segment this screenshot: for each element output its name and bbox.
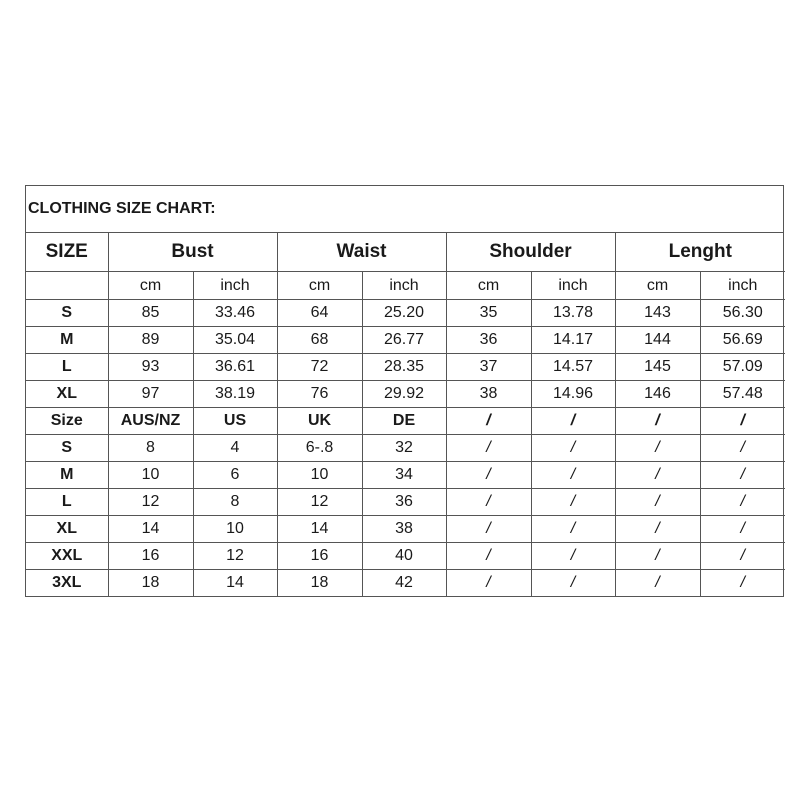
conversion-header-cell: / <box>700 408 785 435</box>
measurement-cell: 72 <box>277 354 362 381</box>
conversion-cell: / <box>700 489 785 516</box>
conversion-cell: / <box>531 435 615 462</box>
conversion-cell: 42 <box>362 570 446 597</box>
conversion-cell: / <box>615 435 700 462</box>
conversion-cell: 6 <box>193 462 277 489</box>
conversion-header-cell: DE <box>362 408 446 435</box>
conversion-cell: 36 <box>362 489 446 516</box>
measurement-cell: 89 <box>108 327 193 354</box>
size-label: XL <box>26 516 108 543</box>
conversion-cell: 10 <box>193 516 277 543</box>
conversion-header-cell: UK <box>277 408 362 435</box>
measurement-cell: 56.69 <box>700 327 785 354</box>
measurement-cell: 57.48 <box>700 381 785 408</box>
size-label: L <box>26 354 108 381</box>
conversion-cell: / <box>700 516 785 543</box>
measurement-cell: 38 <box>446 381 531 408</box>
conversion-cell: / <box>615 543 700 570</box>
conversion-row <box>26 543 785 570</box>
measurement-row <box>26 354 785 381</box>
measurement-cell: 97 <box>108 381 193 408</box>
conversion-cell: 40 <box>362 543 446 570</box>
conversion-row <box>26 570 785 597</box>
conversion-cell: / <box>700 462 785 489</box>
measurement-cell: 13.78 <box>531 300 615 327</box>
measurement-cell: 145 <box>615 354 700 381</box>
measurement-cell: 85 <box>108 300 193 327</box>
conversion-cell: 12 <box>108 489 193 516</box>
conversion-header-cell: / <box>446 408 531 435</box>
size-label: S <box>26 300 108 327</box>
measurement-cell: 26.77 <box>362 327 446 354</box>
bust-header: Bust <box>108 233 277 272</box>
conversion-cell: 10 <box>108 462 193 489</box>
measurement-row <box>26 381 785 408</box>
conversion-cell: / <box>531 489 615 516</box>
length-header: Lenght <box>615 233 785 272</box>
conversion-cell: / <box>615 489 700 516</box>
measurement-cell: 143 <box>615 300 700 327</box>
conversion-cell: / <box>615 570 700 597</box>
conversion-cell: / <box>446 462 531 489</box>
measurement-cell: 146 <box>615 381 700 408</box>
conversion-cell: 32 <box>362 435 446 462</box>
measurement-cell: 28.35 <box>362 354 446 381</box>
measurement-cell: 35 <box>446 300 531 327</box>
header-row <box>26 233 785 272</box>
conversion-cell: 18 <box>108 570 193 597</box>
conversion-cell: 8 <box>193 489 277 516</box>
conversion-cell: / <box>446 543 531 570</box>
conversion-cell: 14 <box>108 516 193 543</box>
size-label: XXL <box>26 543 108 570</box>
size-label: S <box>26 435 108 462</box>
conversion-cell: / <box>531 570 615 597</box>
conversion-cell: 12 <box>277 489 362 516</box>
conversion-cell: / <box>700 435 785 462</box>
conversion-header-cell: AUS/NZ <box>108 408 193 435</box>
size-label: 3XL <box>26 570 108 597</box>
size-header: SIZE <box>26 233 108 272</box>
conversion-cell: 38 <box>362 516 446 543</box>
measurement-cell: 93 <box>108 354 193 381</box>
unit-cell: cm <box>615 272 700 300</box>
conversion-cell: / <box>531 462 615 489</box>
unit-cell: cm <box>108 272 193 300</box>
size-label: XL <box>26 381 108 408</box>
shoulder-header: Shoulder <box>446 233 615 272</box>
conversion-cell: 16 <box>108 543 193 570</box>
conversion-cell: 16 <box>277 543 362 570</box>
conversion-cell: / <box>446 489 531 516</box>
conversion-cell: 10 <box>277 462 362 489</box>
conversion-cell: / <box>446 570 531 597</box>
conversion-header-cell: / <box>615 408 700 435</box>
size-label: M <box>26 462 108 489</box>
measurement-cell: 33.46 <box>193 300 277 327</box>
conversion-header-cell: / <box>531 408 615 435</box>
size-label: L <box>26 489 108 516</box>
unit-cell: inch <box>362 272 446 300</box>
measurement-cell: 25.20 <box>362 300 446 327</box>
conversion-row <box>26 435 785 462</box>
conversion-header-cell: Size <box>26 408 108 435</box>
measurement-cell: 36.61 <box>193 354 277 381</box>
conversion-cell: / <box>615 462 700 489</box>
unit-cell: inch <box>700 272 785 300</box>
unit-cell: inch <box>531 272 615 300</box>
unit-row <box>26 272 785 300</box>
conversion-cell: 6-.8 <box>277 435 362 462</box>
measurement-cell: 14.57 <box>531 354 615 381</box>
unit-cell: cm <box>446 272 531 300</box>
measurement-cell: 64 <box>277 300 362 327</box>
conversion-cell: 4 <box>193 435 277 462</box>
chart-title: CLOTHING SIZE CHART: <box>26 186 783 233</box>
measurement-cell: 38.19 <box>193 381 277 408</box>
conversion-row <box>26 489 785 516</box>
measurement-cell: 14.17 <box>531 327 615 354</box>
measurement-cell: 36 <box>446 327 531 354</box>
conversion-cell: / <box>615 516 700 543</box>
conversion-row <box>26 516 785 543</box>
conversion-cell: / <box>446 435 531 462</box>
measurement-cell: 144 <box>615 327 700 354</box>
measurement-cell: 29.92 <box>362 381 446 408</box>
measurement-row <box>26 327 785 354</box>
conversion-cell: 8 <box>108 435 193 462</box>
conversion-cell: 14 <box>193 570 277 597</box>
conversion-cell: / <box>700 543 785 570</box>
unit-cell: cm <box>277 272 362 300</box>
measurement-cell: 57.09 <box>700 354 785 381</box>
waist-header: Waist <box>277 233 446 272</box>
conversion-header-cell: US <box>193 408 277 435</box>
measurement-cell: 76 <box>277 381 362 408</box>
measurement-cell: 14.96 <box>531 381 615 408</box>
conversion-cell: / <box>531 543 615 570</box>
conversion-cell: / <box>531 516 615 543</box>
size-table <box>26 233 785 596</box>
unit-cell: inch <box>193 272 277 300</box>
conversion-cell: 34 <box>362 462 446 489</box>
measurement-row <box>26 300 785 327</box>
conversion-row <box>26 462 785 489</box>
size-label: M <box>26 327 108 354</box>
measurement-cell: 68 <box>277 327 362 354</box>
measurement-cell: 56.30 <box>700 300 785 327</box>
conversion-cell: 12 <box>193 543 277 570</box>
conversion-cell: 18 <box>277 570 362 597</box>
unit-blank <box>26 272 108 300</box>
conversion-cell: / <box>700 570 785 597</box>
conversion-header-row <box>26 408 785 435</box>
conversion-cell: / <box>446 516 531 543</box>
size-chart <box>25 185 784 597</box>
measurement-cell: 37 <box>446 354 531 381</box>
conversion-cell: 14 <box>277 516 362 543</box>
measurement-cell: 35.04 <box>193 327 277 354</box>
